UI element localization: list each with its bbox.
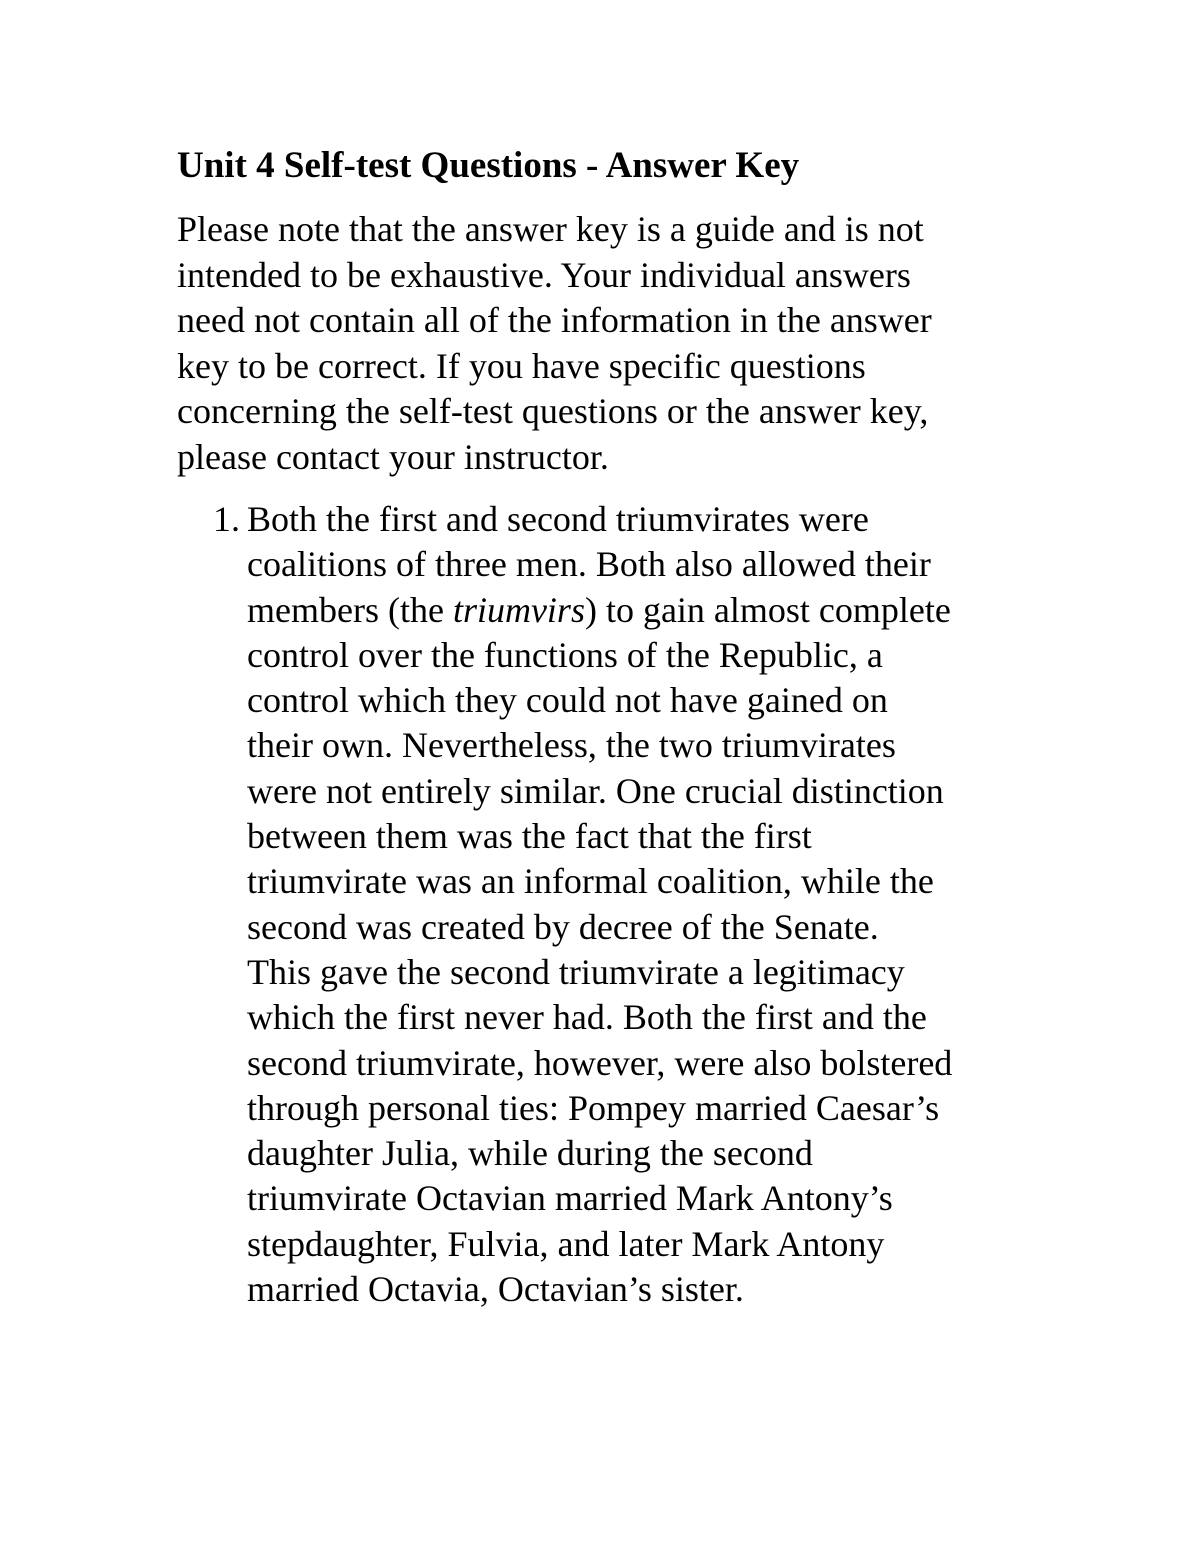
answer-line: second triumvirate, however, were also bolstered xyxy=(247,1042,953,1083)
answer-line: stepdaughter, Fulvia, and later Mark Antony xyxy=(247,1223,885,1264)
page-title: Unit 4 Self-test Questions - Answer Key xyxy=(177,145,800,186)
answer-line: triumvirate Octavian married Mark Antony’s xyxy=(247,1178,893,1219)
answer-line-segment: ) to gain almost complete xyxy=(584,589,951,630)
intro-line: concerning the self-test questions or the answer key, xyxy=(177,391,929,431)
intro-line: intended to be exhaustive. Your individual answers xyxy=(177,254,911,295)
answer-line: daughter Julia, while during the second xyxy=(247,1133,813,1174)
answer-line: control which they could not have gained on xyxy=(247,680,888,721)
intro-line: need not contain all of the information in the answer xyxy=(177,300,932,340)
answer-line: triumvirate was an informal coalition, while the xyxy=(247,861,934,902)
answer-text xyxy=(247,497,1047,1312)
intro-line: please contact your instructor. xyxy=(177,436,609,477)
answer-line: second was created by decree of the Senate. xyxy=(247,906,879,947)
answer-line: through personal ties: Pompey married Caesar’s xyxy=(247,1087,940,1128)
answer-line: This gave the second triumvirate a legitimacy xyxy=(247,951,905,992)
answer-line: coalitions of three men. Both also allowed their xyxy=(247,544,931,585)
intro-line: key to be correct. If you have specific questions xyxy=(177,345,866,386)
answer-line: married Octavia, Octavian’s sister. xyxy=(247,1269,744,1310)
italic-term: triumvirs xyxy=(452,589,585,630)
answer-number: 1. xyxy=(213,499,240,539)
answer-line: were not entirely similar. One crucial distinction xyxy=(247,770,944,811)
answer-line: Both the first and second triumvirates were xyxy=(247,499,869,539)
answer-line: their own. Nevertheless, the two triumvirates xyxy=(247,725,896,766)
intro-paragraph xyxy=(177,207,1057,480)
answer-line: between them was the fact that the first xyxy=(247,816,812,857)
answer-line: control over the functions of the Republic, a xyxy=(247,634,883,675)
answer-line: which the first never had. Both the first and the xyxy=(247,997,927,1038)
answer-line xyxy=(247,588,1047,633)
intro-line: Please note that the answer key is a guide and is not xyxy=(177,209,924,249)
answer-line-segment: members (the xyxy=(247,589,453,630)
